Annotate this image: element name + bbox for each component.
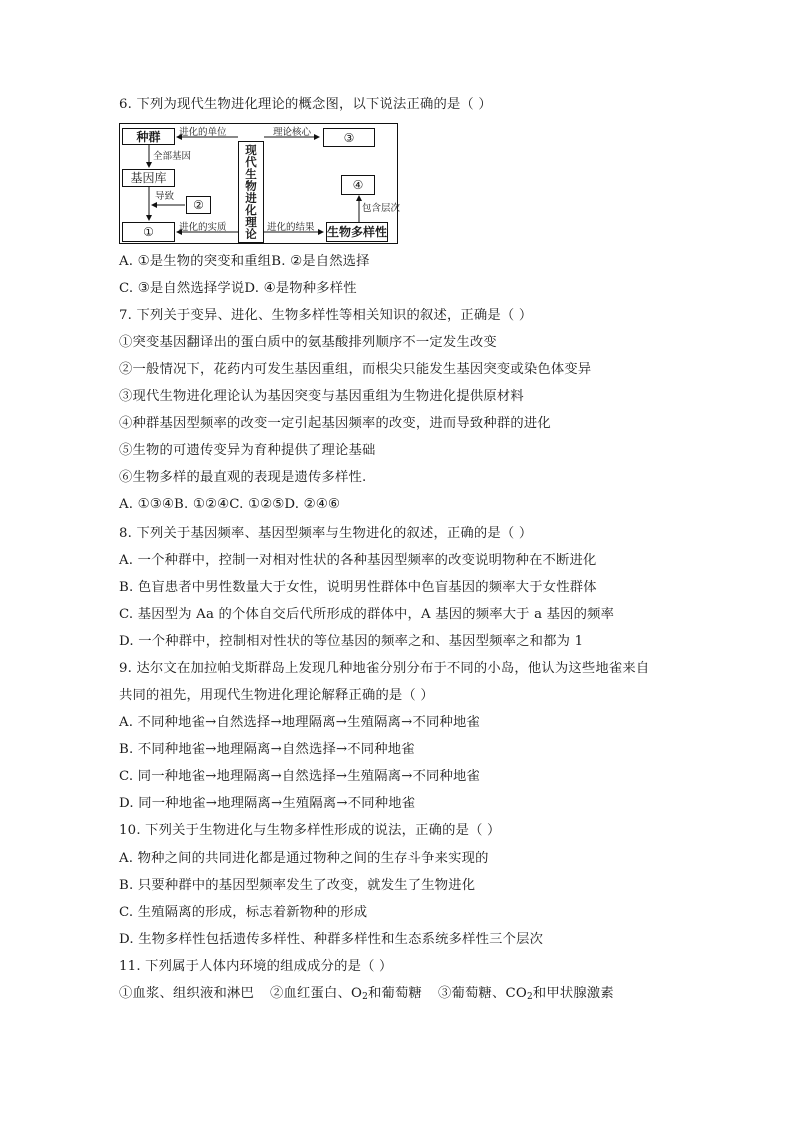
- q8-option-d[interactable]: D. 一个种群中，控制相对性状的等位基因的频率之和、基因型频率之和都为 1: [119, 634, 584, 649]
- q7-option-c[interactable]: C. ①②⑤: [229, 497, 285, 512]
- species-group-box: 种群: [122, 128, 175, 145]
- box-3: ③: [323, 128, 375, 147]
- q11-item-2-text: 和葡萄糖: [368, 986, 422, 1001]
- q11-item-3-text: ③葡萄糖、CO: [438, 986, 527, 1001]
- q9-option-c[interactable]: C. 同一种地雀→地理隔离→自然选择→生殖隔离→不同种地雀: [119, 769, 481, 784]
- q6-options-row-1: [119, 253, 370, 271]
- q6-option-b[interactable]: B. ②是自然选择: [271, 254, 370, 269]
- q10-option-a[interactable]: A. 物种之间的共同进化都是通过物种之间的生存斗争来实现的: [119, 851, 489, 866]
- label-unit: 进化的单位: [179, 127, 227, 138]
- q11-items-row: [119, 985, 614, 1006]
- q7-option-a[interactable]: A. ①③④: [119, 497, 175, 512]
- q11-item-2: [270, 986, 422, 1001]
- center-char: 理: [245, 215, 257, 229]
- label-core: 理论核心: [273, 127, 312, 138]
- label-all-genes: 全部基因: [153, 151, 192, 162]
- q9-option-d[interactable]: D. 同一种地雀→地理隔离→生殖隔离→不同种地雀: [119, 796, 416, 811]
- q6-option-a[interactable]: A. ①是生物的突变和重组: [119, 254, 272, 269]
- q8-option-c[interactable]: C. 基因型为 Aa 的个体自交后代所形成的群体中，A 基因的频率大于 a 基因的频率: [119, 607, 615, 622]
- label-cause: 导致: [155, 191, 175, 202]
- center-char: 进: [245, 191, 257, 205]
- concept-map-diagram: [119, 123, 401, 244]
- q9-option-b[interactable]: B. 不同种地雀→地理隔离→自然选择→不同种地雀: [119, 742, 415, 757]
- q7-statement-1: ①突变基因翻译出的蛋白质中的氨基酸排列顺序不一定发生改变: [119, 335, 497, 350]
- q7-options-row: [119, 496, 340, 514]
- q11-item-3: [438, 986, 614, 1001]
- q7-option-b[interactable]: B. ①②④: [174, 497, 230, 512]
- q7-stem: 7. 下列关于变异、进化、生物多样性等相关知识的叙述，正确是（ ）: [119, 308, 533, 323]
- q6-options-row-2: [119, 280, 357, 298]
- center-char: 化: [245, 203, 257, 217]
- q7-statement-3: ③现代生物进化理论认为基因突变与基因重组为生物进化提供原材料: [119, 389, 524, 404]
- q6-option-c[interactable]: C. ③是自然选择学说: [119, 281, 245, 296]
- q8-option-b[interactable]: B. 色盲患者中男性数量大于女性，说明男性群体中色盲基因的频率大于女性群体: [119, 580, 597, 595]
- box-1: ①: [122, 222, 175, 242]
- q7-option-d[interactable]: D. ②④⑥: [284, 497, 340, 512]
- center-char: 生: [245, 167, 257, 181]
- label-result: 进化的结果: [267, 222, 315, 233]
- center-char: 代: [245, 155, 257, 169]
- q10-stem: 10. 下列关于生物进化与生物多样性形成的说法，正确的是（ ）: [119, 823, 501, 838]
- q9-option-a[interactable]: A. 不同种地雀→自然选择→地理隔离→生殖隔离→不同种地雀: [119, 715, 480, 730]
- q11-stem: 11. 下列属于人体内环境的组成成分的是（ ）: [119, 959, 393, 974]
- q7-statement-5: ⑤生物的可遗传变异为育种提供了理论基础: [119, 443, 376, 458]
- q11-item-1: ①血浆、组织液和淋巴: [119, 986, 254, 1001]
- box-2: ②: [186, 196, 211, 214]
- subscript: 2: [526, 992, 533, 1002]
- q10-option-b[interactable]: B. 只要种群中的基因型频率发生了改变，就发生了生物进化: [119, 878, 476, 893]
- box-4: ④: [341, 175, 375, 195]
- q6-stem: 6. 下列为现代生物进化理论的概念图，以下说法正确的是（ ）: [119, 97, 492, 112]
- label-essence: 进化的实质: [179, 222, 227, 233]
- center-char: 论: [245, 227, 257, 241]
- q10-option-d[interactable]: D. 生物多样性包括遗传多样性、种群多样性和生态系统多样性三个层次: [119, 932, 544, 947]
- q9-stem-line-2: 共同的祖先，用现代生物进化理论解释正确的是（ ）: [119, 688, 434, 703]
- center-char: 物: [245, 179, 257, 193]
- q7-statement-4: ④种群基因型频率的改变一定引起基因频率的改变，进而导致种群的进化: [119, 416, 551, 431]
- q6-option-d[interactable]: D. ④是物种多样性: [244, 281, 357, 296]
- q11-item-3-text: 和甲状腺激素: [532, 986, 614, 1001]
- biodiversity-box: 生物多样性: [326, 222, 388, 242]
- gene-pool-box: 基因库: [122, 169, 175, 187]
- q8-option-a[interactable]: A. 一个种群中，控制一对相对性状的各种基因型频率的改变说明物种在不断进化: [119, 553, 597, 568]
- q10-option-c[interactable]: C. 生殖隔离的形成，标志着新物种的形成: [119, 905, 368, 920]
- subscript: 2: [362, 992, 368, 1002]
- q9-stem-line-1: 9. 达尔文在加拉帕戈斯群岛上发现几种地雀分别分布于不同的小岛，他认为这些地雀来自: [119, 661, 650, 676]
- q8-stem: 8. 下列关于基因频率、基因型频率与生物进化的叙述，正确的是（ ）: [119, 526, 533, 541]
- label-levels: 包含层次: [362, 203, 401, 214]
- q11-item-2-text: ②血红蛋白、O: [269, 986, 363, 1001]
- q7-statement-6: ⑥生物多样的最直观的表现是遗传多样性.: [119, 470, 367, 485]
- center-char: 现: [245, 143, 257, 157]
- modern-evolution-theory-column: [238, 141, 264, 243]
- q7-statement-2: ②一般情况下，花药内可发生基因重组，而根尖只能发生基因突变或染色体变异: [119, 362, 592, 377]
